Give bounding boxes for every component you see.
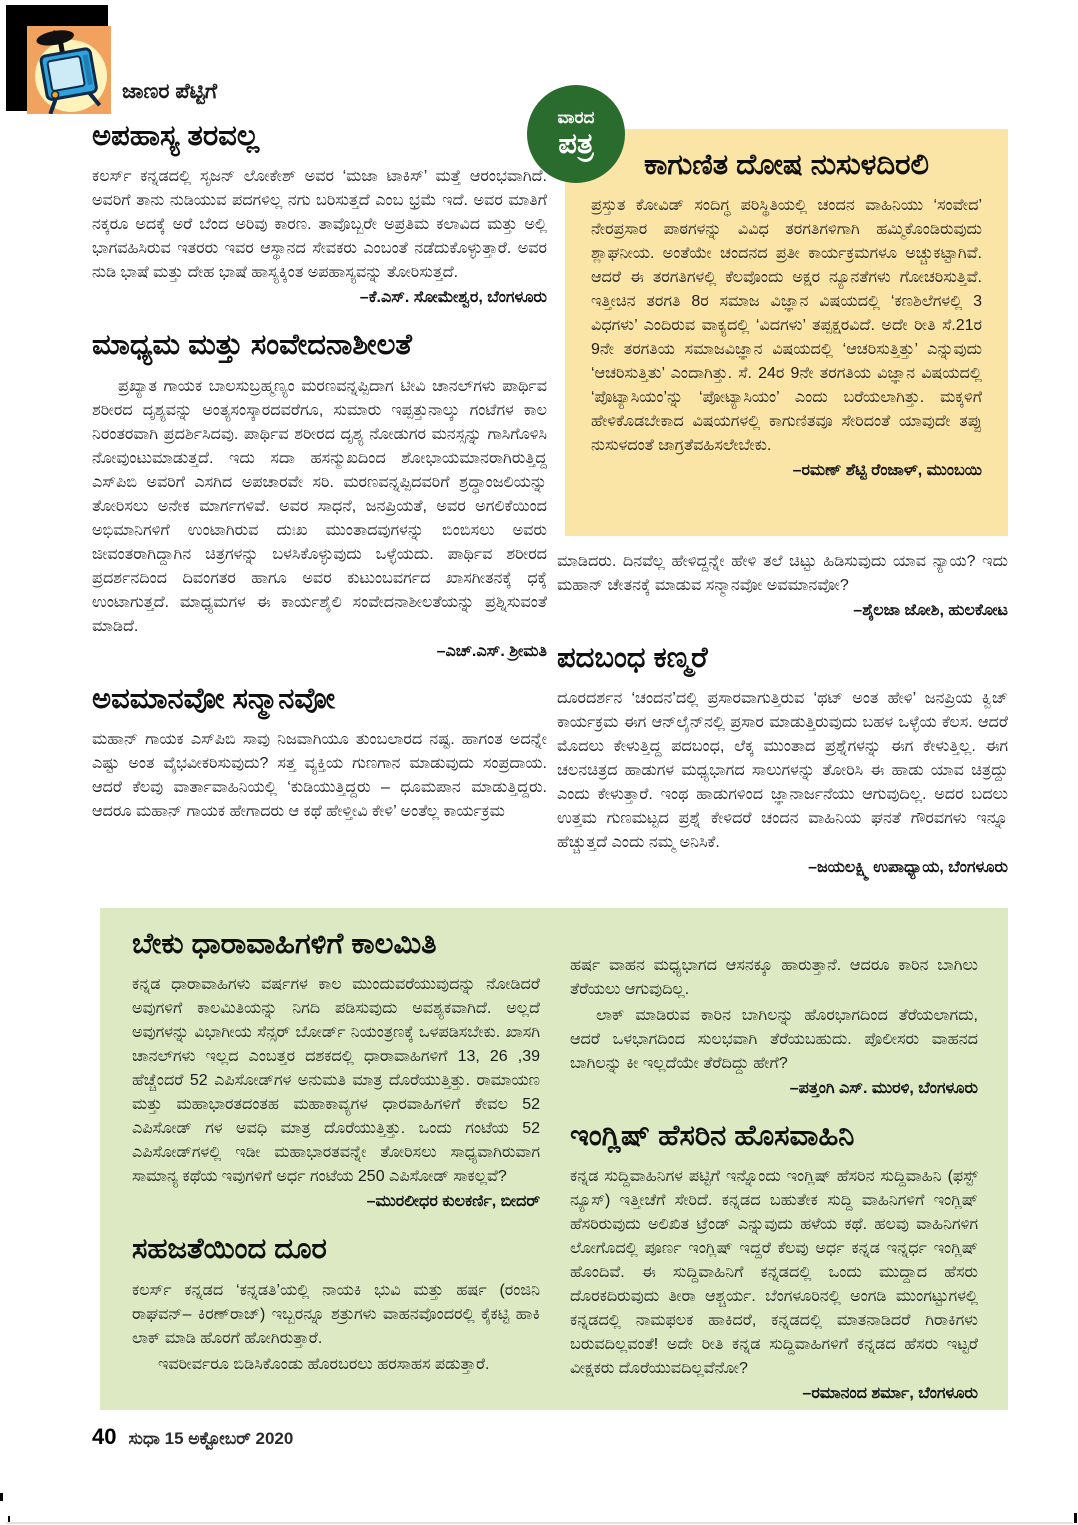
letter-body-kalamiti: ಕನ್ನಡ ಧಾರಾವಾಹಿಗಳು ವರ್ಷಗಳ ಕಾಲ ಮುಂದುವರೆಯುವುದನ್ನು ನೋಡಿದರೆ ಅವುಗಳಿಗೆ ಕಾಲಮಿತಿಯನ್ನು ನಿಗದಿ ಪಡಿಸುವುದು ಅವಶ್ಯಕವಾಗಿದೆ. ಅಲ್ಲದೆ ಅವುಗಳನ್ನು ವಿಭಾಗೀಯ ಸೆನ್ಸರ್ ಬೋರ್ಡ್ ನಿಯಂತ್ರಣಕ್ಕೆ ಒಳಪಡಿಸಬೇಕು. ಖಾಸಗಿ ಚಾನಲ್‌ಗಳು ಇಲ್ಲದ ಎಂಬತ್ತರ ದಶಕದಲ್ಲಿ ಧಾರಾವಾಹಿಗಳಿಗೆ 13, 26 ,39 ಹೆಚ್ಚೆಂದರೆ 52 ಎಪಿಸೋಡ್‌ಗಳ ಅನುಮತಿ ಮಾತ್ರ ದೊರೆಯುತ್ತಿತ್ತು. ರಾಮಾಯಣ ಮತ್ತು ಮಹಾಭಾರತದಂತಹ ಮಹಾಕಾವ್ಯಗಳ ಧಾರವಾಹಿಗಳಿಗೆ ಕೇವಲ 52 ಎಪಿಸೋಡ್ ಗಳ ಅವಧಿ ಮಾತ್ರ ದೊರೆಯುತ್ತಿತ್ತು. ಒಂದು ಗಂಟೆಯ 52 ಎಪಿಸೋಡ್‌ಗಳಲ್ಲಿ ಇಡೀ ಮಹಾಭಾರತವನ್ನೇ ತೋರಿಸಲು ಸಾಧ್ಯವಾಗಿರುವಾಗ ಸಾಮಾನ್ಯ ಕಥೆಯ ಇವುಗಳಿಗೆ ಅರ್ಧ ಗಂಟೆಯ 250 ಎಪಿಸೋಡ್ ಸಾಕಲ್ಲವೆ? xyxy=(132,976,540,1186)
letter-byline-madhyama: –ಎಚ್.ಎಸ್. ಶ್ರೀಮತಿ xyxy=(436,642,547,660)
letter-title-english-hesaru: ಇಂಗ್ಲಿಷ್ ಹೆಸರಿನ ಹೊಸವಾಹಿನಿ xyxy=(570,1120,855,1152)
left-column xyxy=(92,120,547,910)
letter-body-avamana-part2: ಮಾಡಿದರು. ದಿನವೆಲ್ಲ ಹೇಳಿದ್ದನ್ನೇ ಹೇಳಿ ತಲೆ ಚಿಟ್ಟು ಹಿಡಿಸುವುದು ಯಾವ ನ್ಯಾಯ? ಇದು ಮಹಾನ್ ಚೇತನಕ್ಕೆ ಮಾಡುವ ಸನ್ಮಾನವೋ ಅವಮಾನವೋ? xyxy=(557,553,1008,594)
letter-byline-apahasya: –ಕೆ.ಎಸ್. ಸೋಮೇಶ್ವರ, ಬೆಂಗಳೂರು xyxy=(359,289,547,307)
featured-letter-title: ಕಾಗುಣಿತ ದೋಷ ನುಸುಳದಿರಲಿ xyxy=(644,149,929,181)
bottom-panel-left-column xyxy=(132,928,540,1409)
letter-byline-padabandha: –ಜಯಲಕ್ಷ್ಮಿ ಉಪಾಧ್ಯಾಯ, ಬೆಂಗಳೂರು xyxy=(808,859,1008,877)
letter-byline-sahajate: –ಪತ್ತಂಗಿ ಎಸ್. ಮುರಳಿ, ಬೆಂಗಳೂರು xyxy=(789,1080,978,1097)
letter-body-apahasya: ಕಲರ್ಸ್ ಕನ್ನಡದಲ್ಲಿ ಸೃಜನ್ ಲೋಕೇಶ್ ಅವರ ‘ಮಜಾ ಟಾಕಿಸ್’ ಮತ್ತೆ ಆರಂಭವಾಗಿದೆ. ಅವರಿಗೆ ತಾನು ನುಡಿಯುವ ಪದಗಳಿಲ್ಲ ನಗು ಬರಿಸುತ್ತದೆ ಎಂಬ ಭ್ರಮೆ ಇದೆ. ಅವರ ಮಾತಿಗೆ ನಕ್ಕರೂ ಅದಕ್ಕೆ ಅರೆ ಬೆಂದ ಅರಿವು ಕಾರಣ. ತಾವೊಬ್ಬರೇ ಅಪ್ರತಿಮ ಕಲಾವಿದ ಮತ್ತು ಅಲ್ಲಿ ಭಾಗವಹಿಸಿರುವ ಇತರರು ಇವರ ಆಸ್ಥಾನದ ಸೇವಕರು ಎಂಬಂತೆ ನಡೆದುಕೊಳ್ಳುತ್ತಾರೆ. ಅವರ ನುಡಿ ಭಾಷೆ ಮತ್ತು ದೇಹ ಭಾಷೆ ಹಾಸ್ಯಕ್ಕಿಂತ ಅಪಹಾಸ್ಯವನ್ನು ತೋರಿಸುತ್ತದೆ. xyxy=(92,168,547,282)
masthead-art-block xyxy=(6,5,108,111)
letter-body-english-hesaru: ಕನ್ನಡ ಸುದ್ದಿವಾಹಿನಿಗಳ ಪಟ್ಟಿಗೆ ಇನ್ನೊಂದು ಇಂಗ್ಲಿಷ್ ಹೆಸರಿನ ಸುದ್ದಿವಾಹಿನಿ (ಫಸ್ಟ್ ನ್ಯೂಸ್) ಇತ್ತೀಚೆಗೆ ಸೇರಿದೆ. ಕನ್ನಡದ ಬಹುತೇಕ ಸುದ್ದಿ ವಾಹಿನಿಗಳಿಗೆ ಇಂಗ್ಲಿಷ್ ಹೆಸರಿರುವುದು ಅಲಿಖಿತ ಟ್ರೆಂಡ್ ಎನ್ನುವುದು ಹಳೆಯ ಕಥೆ. ಹಲವು ವಾಹಿನಿಗಳಿಗ ಲೋಗೊದಲ್ಲಿ ಪೂರ್ಣ ಇಂಗ್ಲಿಷ್ ಇದ್ದರೆ ಕೆಲವು ಅರ್ಧ ಕನ್ನಡ ಇನ್ನರ್ಧ ಇಂಗ್ಲಿಷ್ ಹೊಂದಿವೆ. ಈ ಸುದ್ದಿವಾಹಿನಿಗೆ ಕನ್ನಡದಲ್ಲಿ ಒಂದು ಮುದ್ದಾದ ಹೆಸರು ದೊರಕದಿರುವುದು ತೀರಾ ಆಶ್ಚರ್ಯ. ಬೆಂಗಳೂರಿನಲ್ಲಿ ಅಂಗಡಿ ಮುಂಗಟ್ಟುಗಳಲ್ಲಿ ಕನ್ನಡದಲ್ಲಿ ನಾಮಫಲಕ ಹಾಕಿದರೆ, ಕನ್ನಡದಲ್ಲಿ ಮಾತನಾಡಿದರೆ ಗಿರಾಕಿಗಳು ಬರುವದಿಲ್ಲವಂತೆ! ಅದೇ ರೀತಿ ಕನ್ನಡ ಸುದ್ದಿವಾಹಿಗಳಿಗೆ ಕನ್ನಡದ ಹೆಸರು ಇಟ್ಟರೆ ವೀಕ್ಷಕರು ದೊರೆಯುವದಿಲ್ಲವೆನೋ? xyxy=(570,1168,978,1378)
letter-title-avamana: ಅವಮಾನವೋ ಸನ್ಮಾನವೋ xyxy=(92,682,336,715)
letter-byline-avamana: –ಶೈಲಜಾ ಜೋಶಿ, ಹುಲಕೋಟ xyxy=(853,602,1008,619)
letter-body-padabandha: ದೂರದರ್ಶನ ‘ಚಂದನ’ದಲ್ಲಿ ಪ್ರಸಾರವಾಗುತ್ತಿರುವ ‘ಥಟ್ ಅಂತ ಹೇಳಿ’ ಜನಪ್ರಿಯ ಕ್ವಿಜ್ ಕಾರ್ಯಕ್ರಮ ಈಗ ಆನ್‌ಲೈನ್‌ನಲ್ಲಿ ಪ್ರಸಾರ ಮಾಡುತ್ತಿರುವುದು ಬಹಳ ಒಳ್ಳೆಯ ಕೆಲಸ. ಆದರೆ ಮೊದಲು ಕೇಳುತ್ತಿದ್ದ ಪದಬಂಧ, ಲೆಕ್ಕ ಮುಂತಾದ ಪ್ರಶ್ನೆಗಳನ್ನು ಈಗ ಕೇಳುತ್ತಿಲ್ಲ. ಈಗ ಚಲನಚಿತ್ರದ ಹಾಡುಗಳ ಮಧ್ಯಭಾಗದ ಸಾಲುಗಳನ್ನು ತೋರಿಸಿ ಈ ಹಾಡು ಯಾವ ಚಿತ್ರದ್ದು ಎಂದು ಕೇಳುತ್ತಾರೆ. ಇಂಥ ಹಾಡುಗಳಿಂದ ಜ್ಞಾನಾರ್ಜನೆಯು ಆಗುವುದಿಲ್ಲ. ಅದರ ಬದಲು ಉತ್ತಮ ಗುಣಮಟ್ಟದ ಪ್ರಶ್ನೆ ಕೇಳಿದರೆ ಚಂದನ ವಾಹಿನಿಯ ಘನತೆ ಗೌರವಗಳು ಇನ್ನೂ ಹೆಚ್ಚುತ್ತದೆ ಎಂದು ನಮ್ಮ ಅನಿಸಿಕೆ. xyxy=(557,690,1008,852)
tv-satellite-icon xyxy=(27,26,111,114)
featured-letter-box xyxy=(565,129,1008,536)
badge-line1: ವಾರದ xyxy=(557,107,595,127)
page-footer xyxy=(92,1424,293,1450)
print-mark xyxy=(1074,1513,1077,1523)
letter-body-sahajate-p2: ಇವರೀರ್ವರೂ ಬಿಡಿಸಿಕೊಂಡು ಹೊರಬರಲು ಹರಸಾಹಸ ಪಡುತ್ತಾರೆ. xyxy=(158,1355,490,1373)
bottom-rule xyxy=(6,1522,1072,1524)
tv-satellite-icon-svg xyxy=(27,26,111,114)
letter-title-madhyama: ಮಾಧ್ಯಮ ಮತ್ತು ಸಂವೇದನಾಶೀಲತೆ xyxy=(92,329,412,362)
right-column xyxy=(557,550,1008,905)
letter-body-avamana-part1: ಮಹಾನ್ ಗಾಯಕ ಎಸ್‌ಪಿಬಿ ಸಾವು ನಿಜವಾಗಿಯೂ ತುಂಬಲಾರದ ನಷ್ಟ. ಹಾಗಂತ ಅದನ್ನೇ ಎಷ್ಟು ಅಂತ ವೈಭವೀಕರಿಸುವುದು? ಸತ್ತ ವ್ಯಕ್ತಿಯ ಗುಣಗಾನ ಮಾಡುವುದು ಸಂಪ್ರದಾಯ. ಆದರೆ ಕೆಲವು ವಾರ್ತಾವಾಹಿನಿಯಲ್ಲಿ ‘ಕುಡಿಯುತ್ತಿದ್ದರು – ಧೂಮಪಾನ ಮಾಡುತ್ತಿದ್ದರು. ಆದರೂ ಮಹಾನ್ ಗಾಯಕ ಹೇಗಾದರು ಆ ಕಥೆ ಹೇಳ್ತೀವಿ ಕೇಳಿ’ ಅಂತೆಲ್ಲ ಕಾರ್ಯಕ್ರಮ xyxy=(92,731,547,821)
footer-page-number: 40 xyxy=(92,1424,117,1449)
letter-body-sahajate-p3: ಹರ್ಷ ವಾಹನ ಮಧ್ಯಭಾಗದ ಆಸನಕ್ಕೂ ಹಾರುತ್ತಾನೆ. ಆದರೂ ಕಾರಿನ ಬಾಗಿಲು ತೆರೆಯಲು ಆಗುವುದಿಲ್ಲ. xyxy=(570,957,978,998)
column-title: ಜಾಣರ ಪೆಟ್ಟಿಗೆ xyxy=(122,80,218,103)
featured-letter-byline: –ರಮಣ್ ಶೆಟ್ಟಿ ರೆಂಜಾಳ್, ಮುಂಬಯಿ xyxy=(792,462,982,480)
letter-body-sahajate-p1: ಕಲರ್ಸ್ ಕನ್ನಡದ ‘ಕನ್ನಡತಿ’ಯಲ್ಲಿ ನಾಯಕಿ ಭುವಿ ಮತ್ತು ಹರ್ಷ (ರಂಜಿನಿ ರಾಘವನ್– ಕಿರಣ್‌ರಾಜ್) ಇಬ್ಬರನ್ನೂ ಶತ್ರುಗಳು ವಾಹನವೊಂದರಲ್ಲಿ ಕೈಕಟ್ಟಿ ಹಾಕಿ ಲಾಕ್ ಮಾಡಿ ಹೊರಗೆ ಹೋಗಿರುತ್ತಾರೆ. xyxy=(132,1281,540,1347)
letter-title-padabandha: ಪದಬಂಧ ಕಣ್ಮರೆ xyxy=(557,642,708,674)
letter-byline-english-hesaru: –ರಮಾನಂದ ಶರ್ಮಾ, ಬೆಂಗಳೂರು xyxy=(802,1385,978,1403)
print-mark xyxy=(0,1493,3,1501)
letter-body-madhyama: ಪ್ರಖ್ಯಾತ ಗಾಯಕ ಬಾಲಸುಬ್ರಹ್ಮಣ್ಯಂ ಮರಣವನ್ನಪ್ಪಿದಾಗ ಟೀವಿ ಚಾನಲ್‌ಗಳು ಪಾರ್ಥಿವ ಶರೀರದ ದೃಶ್ಯವನ್ನು ಅಂತ್ಯಸಂಸ್ಕಾರದವರೆಗೂ, ಸುಮಾರು ಇಪ್ಪತ್ತುನಾಲ್ಕು ಗಂಟೆಗಳ ಕಾಲ ನಿರಂತರವಾಗಿ ಪ್ರದರ್ಶಿಸಿದವು. ಪಾರ್ಥಿವ ಶರೀರದ ದೃಶ್ಯ ನೋಡುಗರ ಮನಸ್ಸನ್ನು ಗಾಸಿಗೊಳಿಸಿ ನೋವುಂಟುಮಾಡುತ್ತದೆ. ಇದು ಸದಾ ಹಸನ್ಮುಖದಿಂದ ಶೋಭಾಯಮಾನರಾಗಿರುತ್ತಿದ್ದ ಎಸ್‌ಪಿಬಿ ಅವರಿಗೆ ಎಸಗಿದ ಅಪಚಾರವೇ ಸರಿ. ಮರಣವನ್ನಪ್ಪಿದವರಿಗೆ ಶ್ರದ್ಧಾಂಜಲಿಯನ್ನು ತೋರಿಸಲು ಅನೇಕ ಮಾರ್ಗಗಳಿವೆ. ಅವರ ಸಾಧನೆ, ಜನಪ್ರಿಯತೆ, ಅವರ ಅಗಲಿಕೆಯಿಂದ ಅಭಿಮಾನಿಗಳಿಗೆ ಉಂಟಾಗಿರುವ ದುಃಖ ಮುಂತಾದವುಗಳನ್ನು ಬಿಂಬಿಸಲು ಅವರು ಜೀವಂತರಾಗಿದ್ದಾಗಿನ ಚಿತ್ರಗಳನ್ನು ಬಳಸಿಕೊಳ್ಳುವುದು ಒಳ್ಳೆಯದು. ಪಾರ್ಥಿವ ಶರೀರದ ಪ್ರದರ್ಶನದಿಂದ ದಿವಂಗತರ ಹಾಗೂ ಅವರ ಕುಟುಂಬವರ್ಗದ ಖಾಸಗೀತನಕ್ಕೆ ಧಕ್ಕೆ ಉಂಟಾಗುತ್ತದೆ. ಮಾಧ್ಯಮಗಳ ಈ ಕಾರ್ಯಶೈಲಿ ಸಂವೇದನಾಶೀಲತೆಯನ್ನು ಪ್ರಶ್ನಿಸುವಂತೆ ಮಾಡಿದೆ. xyxy=(92,377,547,635)
bottom-panel-right-column xyxy=(570,928,978,1409)
letter-title-apahasya: ಅಪಹಾಸ್ಯ ತರವಲ್ಲ xyxy=(92,120,260,152)
letter-title-kalamiti: ಬೇಕು ಧಾರಾವಾಹಿಗಳಿಗೆ ಕಾಲಮಿತಿ xyxy=(132,928,437,960)
bottom-letters-panel xyxy=(100,908,1008,1410)
letter-body-sahajate-p4: ಲಾಕ್ ಮಾಡಿರುವ ಕಾರಿನ ಬಾಗಿಲನ್ನು ಹೊರಭಾಗದಿಂದ ತೆರೆಯಲಾಗದು, ಆದರೆ ಒಳಭಾಗದಿಂದ ಸುಲಭವಾಗಿ ತೆರೆಯಬಹುದು. ಪೊಲೀಸರು ವಾಹನದ ಬಾಗಿಲನ್ನು ಕೀ ಇಲ್ಲದೆಯೇ ತೆರೆದಿದ್ದು ಹೇಗೆ? xyxy=(570,1007,978,1072)
letter-title-sahajate: ಸಹಜತೆಯಿಂದ ದೂರ xyxy=(132,1233,327,1266)
letter-byline-kalamiti: –ಮುರಲೀಧರ ಕುಲಕರ್ಣಿ, ಬೀದರ್ xyxy=(366,1193,540,1211)
badge-line2: ಪತ್ರ xyxy=(558,127,594,160)
letter-of-the-week-badge xyxy=(527,85,625,183)
footer-magazine-line: ಸುಧಾ 15 ಅಕ್ಟೋಬರ್ 2020 xyxy=(128,1429,294,1448)
featured-letter-body: ಪ್ರಸ್ತುತ ಕೋವಿಡ್ ಸಂದಿಗ್ಧ ಪರಿಸ್ಥಿತಿಯಲ್ಲಿ ಚಂದನ ವಾಹಿನಿಯು ‘ಸಂವೇದ’ ನೇರಪ್ರಸಾರ ಪಾಠಗಳನ್ನು ವಿವಿಧ ತರಗತಿಗಳಿಗಾಗಿ ಹಮ್ಮಿಕೊಂಡಿರುವುದು ಶ್ಲಾಘನೀಯ. ಅಂತೆಯೇ ಚಂದನದ ಪ್ರತೀ ಕಾರ್ಯಕ್ರಮಗಳೂ ಅಚ್ಚುಕಟ್ಟಾಗಿವೆ. ಆದರೆ ಈ ತರಗತಿಗಳಲ್ಲಿ ಕೆಲವೊಂದು ಅಕ್ಷರ ನ್ಯೂನತೆಗಳು ಗೋಚರಿಸುತ್ತಿವೆ. ಇತ್ತೀಚಿನ ತರಗತಿ 8ರ ಸಮಾಜ ವಿಜ್ಞಾನ ವಿಷಯದಲ್ಲಿ ‘ಕಣಶಿಲೆಗಳಲ್ಲಿ 3 ವಿಧಗಳು’ ಎಂದಿರುವ ವಾಕ್ಯದಲ್ಲಿ ‘ವಿದಗಳು’ ತಪ್ಪಕ್ಷರವಿದೆ. ಅದೇ ರೀತಿ ಸೆ.21ರ 9ನೇ ತರಗತಿಯ ಸಮಾಜವಿಜ್ಞಾನ ವಿಷಯದಲ್ಲಿ ‘ಆಚರಿಸುತ್ತಿತ್ತು’ ಎನ್ನುವುದು ‘ಆಚರಿಸುತ್ತಿತು’ ಎಂದಾಗಿತ್ತು. ಸೆ. 24ರ 9ನೇ ತರಗತಿಯ ವಿಜ್ಞಾನ ವಿಷಯದಲ್ಲಿ ‘ಪೊಟ್ಯಾಸಿಯಂ’ನ್ನು ‘ಪೋಟ್ಯಾಸಿಯಂ’ ಎಂದು ಬರೆಯಲಾಗಿತ್ತು. ಮಕ್ಕಳಿಗೆ ಹೇಳಿಕೊಡಬೇಕಾದ ವಿಷಯಗಳಲ್ಲಿ ಕಾಗುಣಿತವೂ ಸೇರಿದಂತೆ ಯಾವುದೇ ತಪ್ಪು ನುಸುಳದಂತೆ ಜಾಗ್ರತೆವಹಿಸಲೇಬೇಕು. xyxy=(591,197,982,455)
